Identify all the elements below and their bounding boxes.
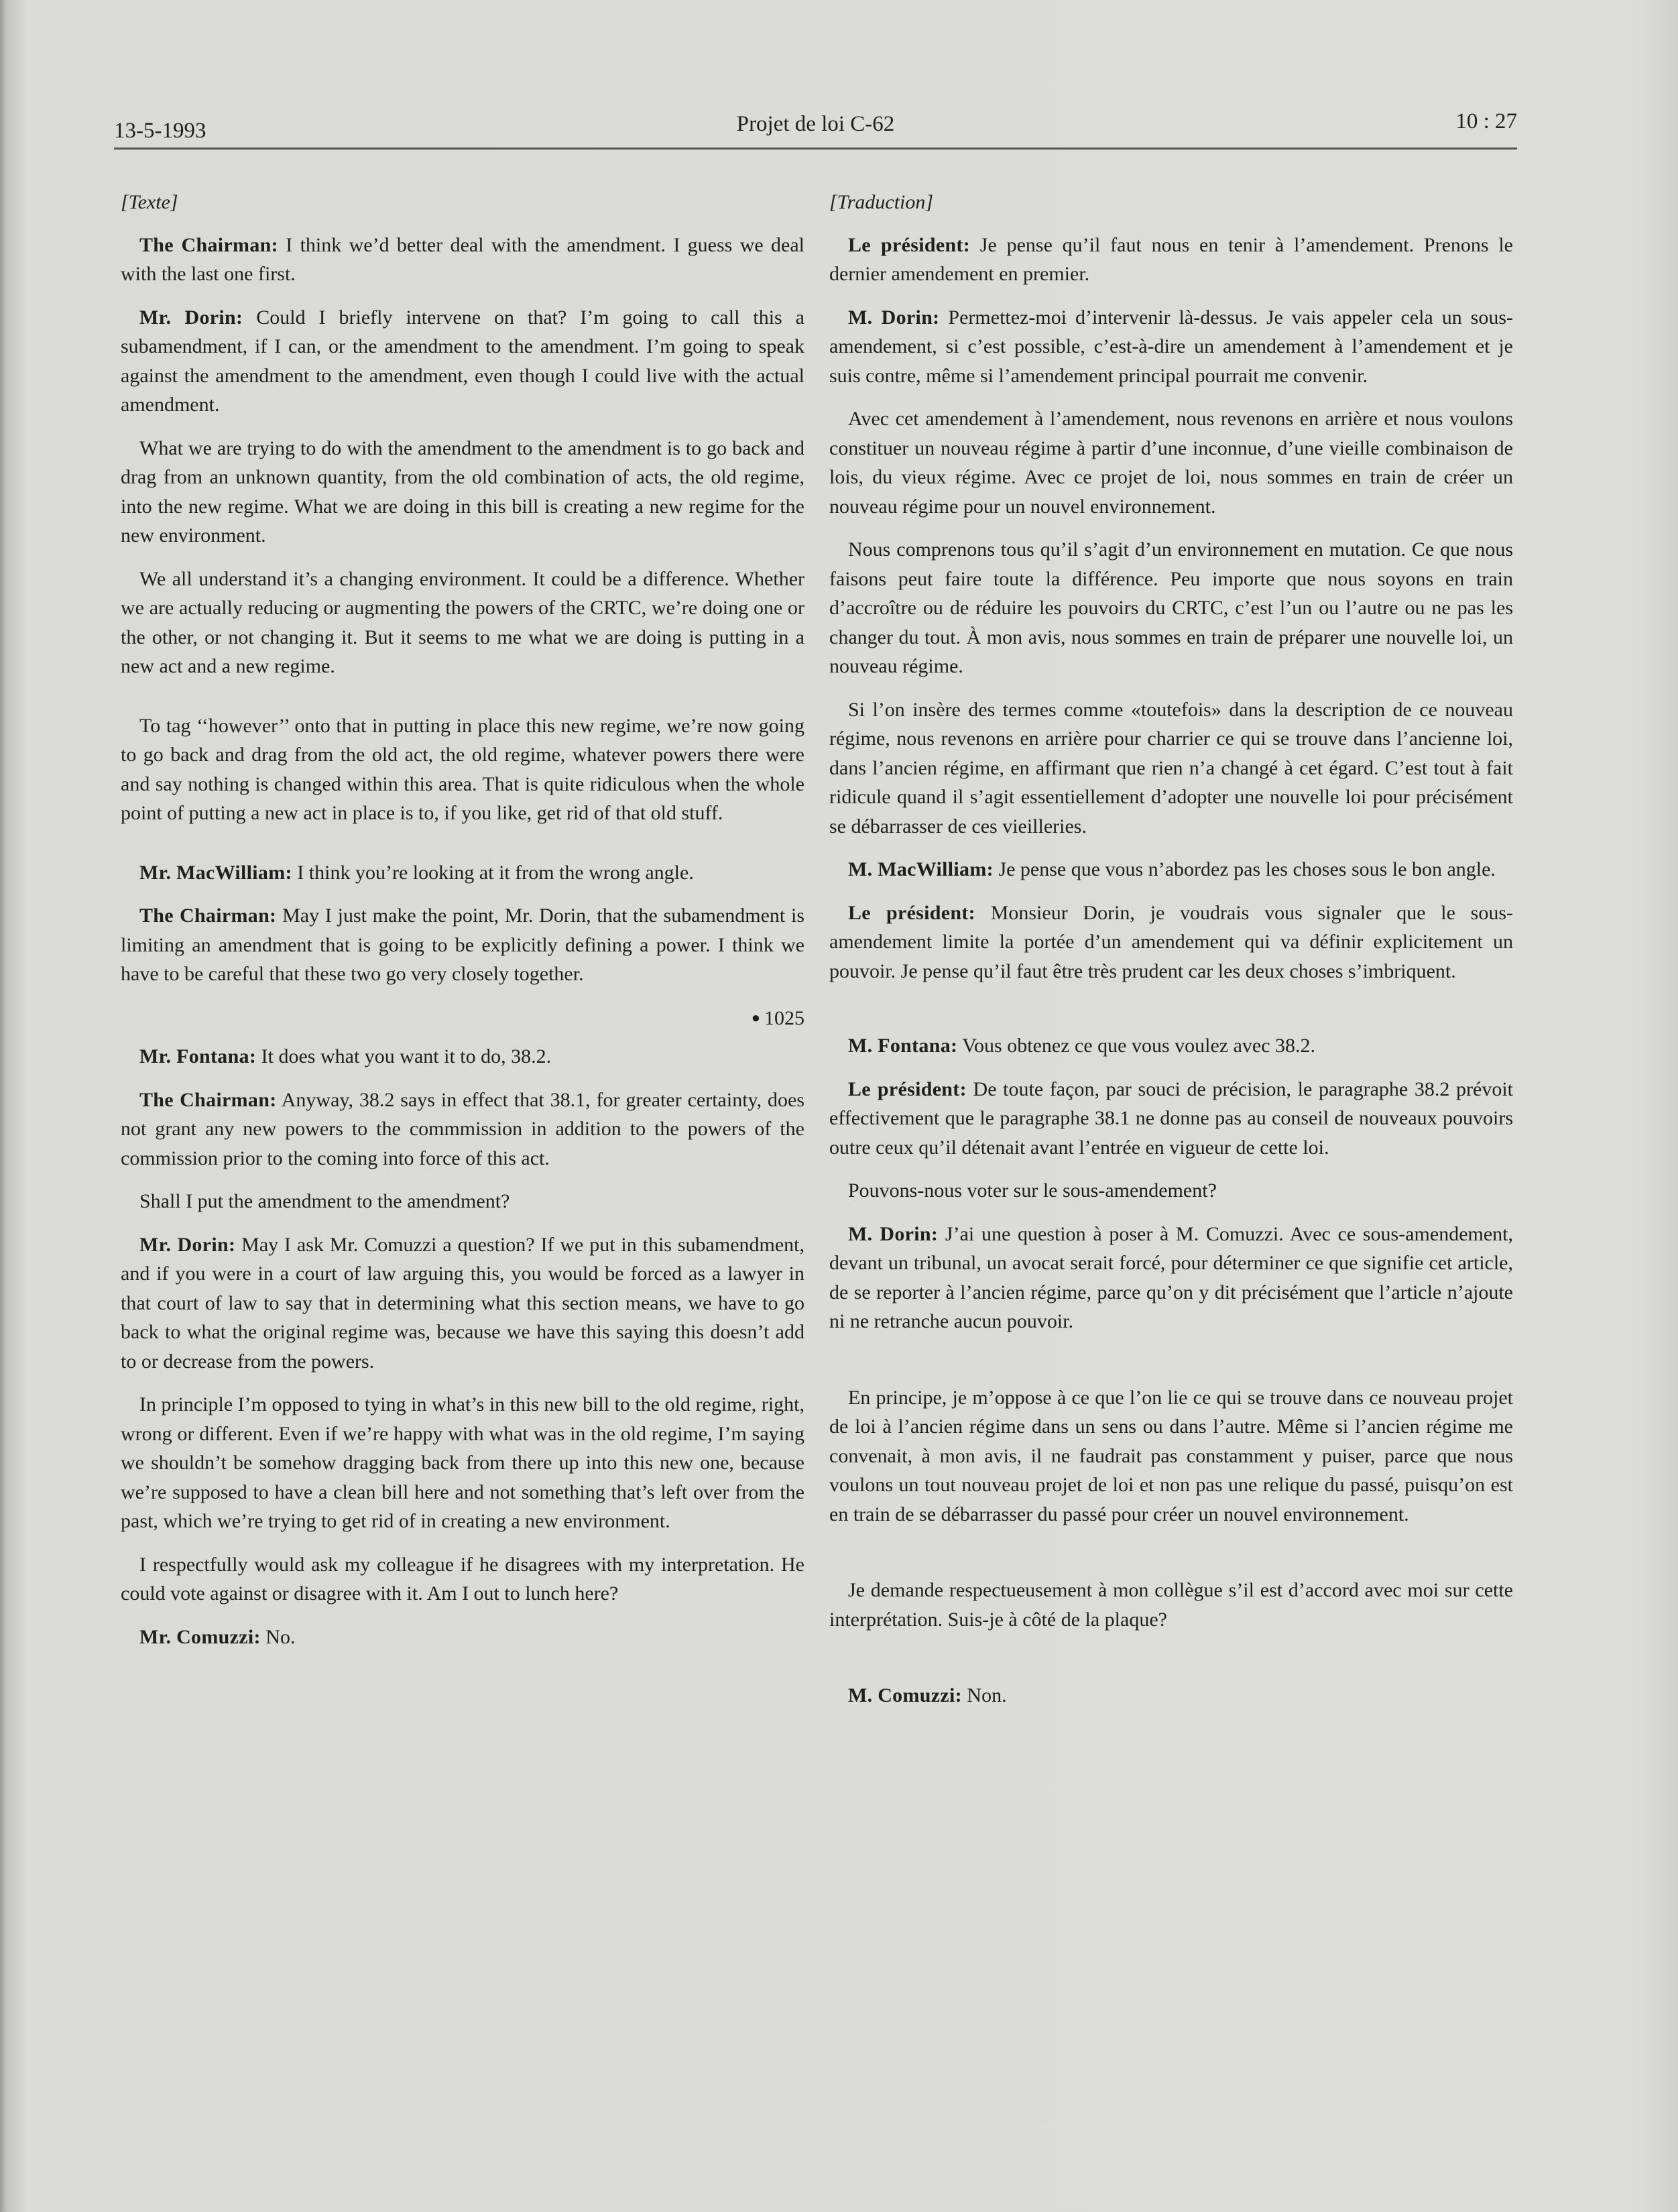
page-header	[114, 101, 1517, 150]
paragraph: M. Dorin: Permettez-moi d’intervenir là-dessus. Je vais appeler cela un sous-amendement, si c’est possible, c’est-à-dire un amendement à l’amendement et je suis contre, même si l’amendement principal pourrait me convenir.	[829, 306, 1513, 387]
paragraph: Mr. Fontana: It does what you want it to do, 38.2.	[139, 1045, 552, 1067]
paragraph: Nous comprenons tous qu’il s’agit d’un environnement en mutation. Ce que nous faisons peut faire toute la différence. Peu importe que nous soyons en train d’accroître ou de réduire les pouvoirs du CRTC, c’est l’un ou l’autre ou ne pas les changer du tout. À mon avis, nous sommes en train de préparer une nouvelle loi, un nouveau régime.	[829, 538, 1513, 677]
paragraph: Le président: Je pense qu’il faut nous en tenir à l’amendement. Prenons le dernier amendement en premier.	[829, 233, 1513, 285]
paragraph: Pouvons-nous voter sur le sous-amendement?	[848, 1179, 1217, 1202]
time-marker: ● 1025	[751, 1006, 804, 1029]
english-column	[121, 188, 804, 1666]
paragraph: Shall I put the amendment to the amendment?	[139, 1190, 510, 1212]
paragraph: M. Fontana: Vous obtenez ce que vous voulez avec 38.2.	[848, 1035, 1316, 1057]
paragraph: Mr. MacWilliam: I think you’re looking at it from the wrong angle.	[139, 861, 694, 884]
paragraph: Avec cet amendement à l’amendement, nous revenons en arrière et nous voulons constituer un nouveau régime à partir d’une inconnue, d’une vieille combinaison de lois, du vieux régime. Avec ce projet de loi, nous sommes en train de créer un nouveau régime pour un nouvel environnement.	[829, 408, 1513, 518]
speaker: M. MacWilliam:	[848, 858, 994, 880]
paragraph: En principe, je m’oppose à ce que l’on lie ce qui se trouve dans ce nouveau projet de loi à l’ancien régime dans un sens ou dans l’autre. Même si l’ancien régime me convenait, à mon avis, il ne faudrait pas constamment y puiser, parce que nous voulons un tout nouveau projet de loi et non pas une relique du passé, puisqu’on est en train de se débarrasser du passé pour créer un nouvel environnement.	[829, 1386, 1513, 1525]
paragraph: I respectfully would ask my colleague if he disagrees with my interpretation. He could vote against or disagree with it. Am I out to lunch here?	[121, 1553, 804, 1605]
speaker: Le président:	[848, 1078, 967, 1100]
paragraph: We all understand it’s a changing environment. It could be a difference. Whether we are actually reducing or augmenting the powers of the CRTC, we’re doing one or the other, or not changing it. But it seems to me what we are doing is putting in a new act and a new regime.	[121, 567, 804, 677]
speaker: The Chairman:	[139, 1088, 277, 1111]
section-label-texte: [Texte]	[121, 191, 178, 213]
speaker: Mr. MacWilliam:	[139, 861, 292, 884]
paragraph: In principle I’m opposed to tying in what’s in this new bill to the old regime, right, wrong or different. Even if we’re happy with what was in the old regime, I’m saying we shouldn’t be somehow dragging back from there up into this new one, because we’re supposed to have a clean bill here and not something that’s left over from the past, which we’re trying to get rid of in creating a new environment.	[121, 1393, 804, 1532]
header-date: 13-5-1993	[114, 119, 206, 143]
paragraph: The Chairman: May I just make the point, Mr. Dorin, that the subamendment is limiting an amendment that is going to be explicitly defining a power. I think we have to be careful that these two go very closely together.	[121, 905, 805, 985]
paragraph: The Chairman: I think we’d better deal with the amendment. I guess we deal with the last one first.	[121, 233, 804, 285]
speaker: M. Fontana:	[848, 1035, 958, 1057]
speaker: M. Comuzzi:	[848, 1684, 962, 1706]
paragraph: Mr. Dorin: Could I briefly intervene on that? I’m going to call this a subamendment, if I can, or the amendment to the amendment. I’m going to speak against the amendment to the amendment, even though I could live with the actual amendment.	[121, 306, 804, 416]
paragraph: Je demande respectueusement à mon collègue s’il est d’accord avec moi sur cette interprétation. Suis-je à côté de la plaque?	[829, 1579, 1513, 1631]
speaker: Le président:	[848, 233, 971, 256]
paragraph: Le président: Monsieur Dorin, je voudrais vous signaler que le sous-amendement limite la portée d’un amendement qui va définir explicitement un pouvoir. Je pense qu’il faut être très prudent car les deux choses s’imbriquent.	[829, 901, 1513, 982]
paragraph: Mr. Dorin: May I ask Mr. Comuzzi a question? If we put in this subamendment, and if you were in a court of law arguing this, you would be forced as a lawyer in that court of law to say that in determining what this section means, we have to go back to what the original regime was, because we have this saying this doesn’t add to or decrease from the powers.	[121, 1233, 804, 1373]
header-page-number: 10 : 27	[1455, 109, 1517, 133]
paragraph: What we are trying to do with the amendment to the amendment is to go back and drag from an unknown quantity, from the old combination of acts, the old regime, into the new regime. What we are doing in this bill is creating a new regime for the new environment.	[121, 436, 804, 546]
header-title: Projet de loi C-62	[736, 112, 895, 136]
paragraph: M. MacWilliam: Je pense que vous n’abordez pas les choses sous le bon angle.	[848, 858, 1496, 880]
speaker: Mr. Dorin:	[139, 1233, 236, 1256]
paragraph: The Chairman: Anyway, 38.2 says in effect that 38.1, for greater certainty, does not grant any new powers to the commmission in addition to the powers of the commission prior to the coming into force of this act.	[121, 1088, 804, 1169]
speaker: Mr. Dorin:	[139, 306, 243, 329]
french-column	[829, 188, 1513, 1725]
speaker: The Chairman:	[139, 233, 278, 256]
speaker: Mr. Fontana:	[139, 1045, 257, 1067]
speaker: The Chairman:	[139, 905, 277, 927]
paragraph: M. Comuzzi: Non.	[848, 1684, 1007, 1706]
paragraph: To tag ‘‘however’’ onto that in putting in place this new regime, we’re now going to go back and drag from the old act, the old regime, whatever powers there were and say nothing is changed within this area. That is quite ridiculous when the whole point of putting a new act in place is to, if you like, get rid of that old stuff.	[121, 714, 804, 824]
paragraph: M. Dorin: J’ai une question à poser à M. Comuzzi. Avec ce sous-amendement, devant un tribunal, un avocat serait forcé, pour déterminer ce que signifie cet article, de se reporter à l’ancien régime, parce qu’on y dit précisément que l’article n’ajoute ni ne retranche aucun pouvoir.	[829, 1222, 1513, 1332]
speaker: M. Dorin:	[848, 306, 940, 329]
paragraph: Le président: De toute façon, par souci de précision, le paragraphe 38.2 prévoit effectivement que le paragraphe 38.1 ne donne pas au conseil de nouveaux pouvoirs outre ceux qu’il détenait avant l’entrée en vigueur de cette loi.	[829, 1078, 1513, 1159]
speaker: Le président:	[848, 901, 975, 924]
paragraph: Mr. Comuzzi: No.	[139, 1625, 296, 1648]
section-label-traduction: [Traduction]	[829, 191, 934, 213]
bullet-icon: ●	[751, 1008, 760, 1026]
speaker: Mr. Comuzzi:	[139, 1625, 261, 1648]
paragraph: Si l’on insère des termes comme «toutefois» dans la description de ce nouveau régime, nous revenons en arrière pour charrier ce qui se trouve dans l’ancienne loi, dans l’ancien régime, en affirmant que rien n’a changé à cet égard. C’est tout à fait ridicule quand il s’agit essentiellement d’adopter une nouvelle loi pour précisément se débarrasser de ces vieilleries.	[829, 698, 1513, 837]
speaker: M. Dorin:	[848, 1222, 939, 1245]
